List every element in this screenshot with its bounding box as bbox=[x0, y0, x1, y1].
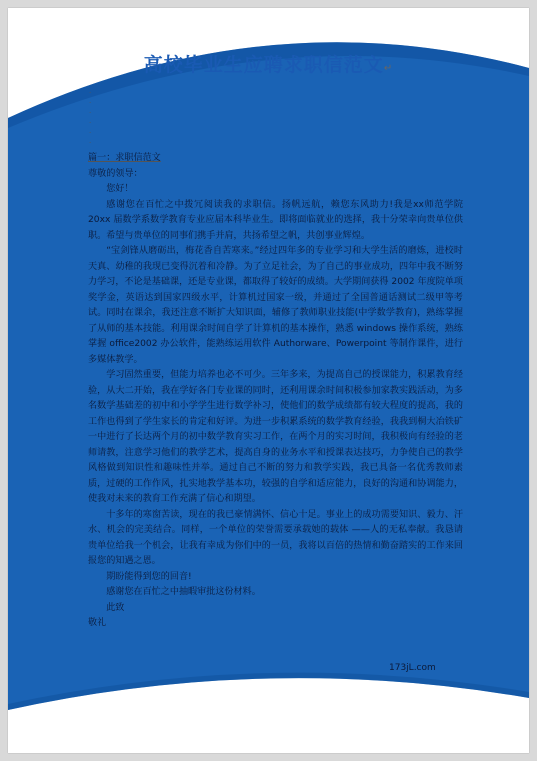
greeting: 尊敬的领导： bbox=[88, 168, 143, 179]
salute-ci-zhi: 此致 bbox=[106, 602, 125, 613]
closing-line: 期盼能得到您的回音! bbox=[106, 571, 192, 582]
paragraph: 感谢您在百忙之中拨冗阅读我的求职信。扬帆远航，赖您东风助力!我是xx师范学院 20xx 届数学系数学教育专业应届本科毕业生。即将面临就业的选择，我十分荣幸向贵单位供职。希望与贵单位的同事们携手并肩，共扬希望之帆，共创事业辉煌。 bbox=[88, 199, 463, 241]
section-heading: 篇一：求职信范文 bbox=[88, 153, 161, 163]
footer-watermark: 173jL.com bbox=[389, 663, 436, 673]
page-title-text: 高校毕业生应聘求职信范文 bbox=[143, 54, 384, 76]
paragraph: 学习固然重要，但能力培养也必不可少。三年多来，为提高自己的授课能力，积累教育经验，从大二开始，我在学好各门专业课的同时，还利用课余时间积极参加家教实践活动，为多名数学基础差的初中和小学学生进行数学补习，使他们的数学成绩都有较大程度的提高，我的工作也得到了学生家长的肯定和好评。为进一步积累系统的数学教育经验，我我到桐大冶铁矿一中进行了长达两个月的初中数学教育实习工作，在两个月的实习时间，我积极向有经验的老师请教，注意学习他们的教学艺术，提高自身的业务水平和授课表达技巧，力争使自己的教学风格做到知识性和趣味性并举。通过自己不断的努力和教学实践，我已具备一名优秀教师素质，过硬的工作作风，扎实地教学基本功，较强的自学和适应能力，良好的沟通和协调能力，使我对未来的教育工作充满了信心和期望。 bbox=[88, 370, 463, 504]
page-title bbox=[8, 50, 529, 77]
letter-body bbox=[88, 151, 463, 632]
salute-jing-li: 敬礼 bbox=[88, 618, 107, 628]
paragraph: “宝剑锋从磨砺出，梅花香自苦寒来。”经过四年多的专业学习和大学生活的磨炼，进校时天真、幼稚的我现已变得沉着和冷静。为了立足社会，为了自己的事业成功，四年中我不断努力学习，不论是基础课，还是专业课，都取得了较好的成绩。大学期间获得 2002 年度院单项奖学金，英语达到国家四级水平，计算机过国家一级，并通过了全国普通话测试二级甲等考试。同时在课余，我还注意不断扩大知识面，辅修了教师职业技能(中学数学教育)，熟练掌握了从师的基本技能。利用课余时间自学了计算机的基本操作，熟悉 windows 操作系统，熟练掌握 office2002 办公软件，能熟练运用软件 Authorware、Powerpoint 等制作课件，进行多媒体教学。 bbox=[88, 246, 463, 365]
paragraph-mark-icon: ↵ bbox=[383, 63, 394, 74]
hello-line: 您好！ bbox=[106, 184, 134, 194]
thanks-line: 感谢您在百忙之中抽暇审批这份材料。 bbox=[106, 587, 261, 597]
document-page bbox=[8, 8, 529, 753]
empty-paragraph-marks: · · · · · · bbox=[89, 89, 92, 147]
paragraph: 十多年的寒窗苦读，现在的我已豪情满怀、信心十足。事业上的成功需要知识、毅力、汗水、机会的完美结合。同样，一个单位的荣誉需要承载她的载体 ——人的无私奉献。我恳请贵单位给我一个机会，让我有幸成为你们中的一员，我将以百倍的热情和勤奋踏实的工作来回报您的知遇之恩。 bbox=[88, 509, 463, 566]
